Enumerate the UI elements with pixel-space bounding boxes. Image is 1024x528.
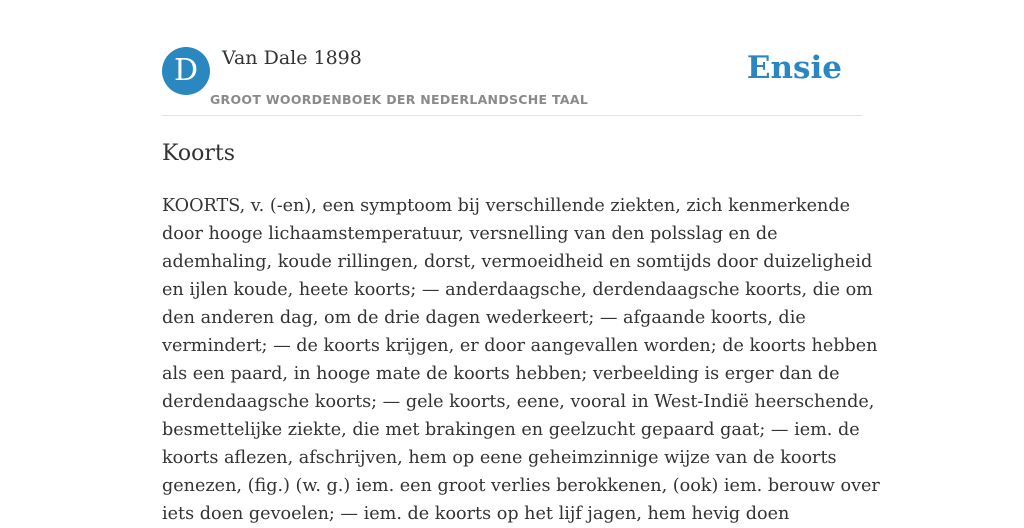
entry-line: derdendaagsche koorts; — gele koorts, eene, vooral in West-Indië heerschende, [162, 392, 875, 412]
entry-line: vermindert; — de koorts krijgen, er door aangevallen worden; de koorts hebben [162, 336, 878, 356]
entry-line: den anderen dag, om de drie dagen wederkeert; — afgaande koorts, die [162, 308, 806, 328]
source-title[interactable]: Van Dale 1898 [222, 47, 362, 69]
entry-line: door hooge lichaamstemperatuur, versnelling van den polsslag en de [162, 224, 778, 244]
source-avatar[interactable]: D [162, 47, 210, 95]
source-subtitle: GROOT WOORDENBOEK DER NEDERLANDSCHE TAAL [210, 92, 589, 107]
entry-line: iets doen gevoelen; — iem. de koorts op het lijf jagen, hem hevig doen [162, 504, 790, 524]
entry-line: KOORTS, v. (-en), een symptoom bij verschillende ziekten, zich kenmerkende [162, 196, 851, 216]
entry-line: genezen, (fig.) (w. g.) iem. een groot verlies berokkenen, (ook) iem. berouw over [162, 476, 880, 496]
entry-line: koorts aflezen, afschrijven, hem op eene geheimzinnige wijze van de koorts [162, 448, 837, 468]
header-divider [162, 115, 862, 116]
entry-line: en ijlen koude, heete koorts; — anderdaagsche, derdendaagsche koorts, die om [162, 280, 873, 300]
entry-body [162, 192, 880, 528]
header [162, 46, 862, 116]
entry-title: Koorts [162, 141, 235, 166]
entry-line: besmettelijke ziekte, die met brakingen en geelzucht gepaard gaat; — iem. de [162, 420, 860, 440]
brand-logo[interactable]: Ensie [746, 50, 842, 86]
entry-line: als een paard, in hooge mate de koorts hebben; verbeelding is erger dan de [162, 364, 840, 384]
entry-line: ademhaling, koude rillingen, dorst, vermoeidheid en somtijds door duizeligheid [162, 252, 873, 272]
